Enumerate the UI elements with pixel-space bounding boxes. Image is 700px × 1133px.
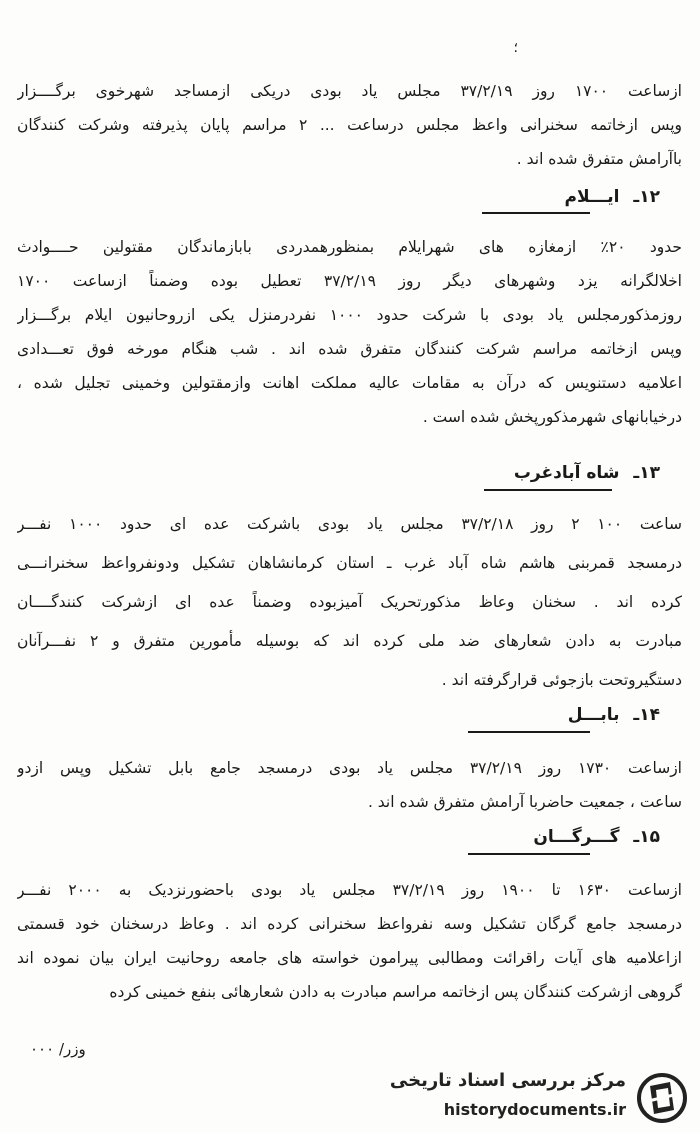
section-heading-babol [568,705,660,725]
body-line: اعلامیه دستنویس که درآن به مقامات عالیه مملکت اهانت وازمقتولین وخمینی تجلیل شده ، [17,374,682,392]
body-line: ازساعت ۱۶۳۰ تا ۱۹۰۰ روز ۳۷/۲/۱۹ مجلس یاد بودی باحضورنزدیک به ۲۰۰۰ نفـــر [17,881,682,899]
body-line: ازاعلامیه های آیات راقرائت ومطالبی پیرامون خواسته های جامعه روحانیت ایران بیان نموده اند [17,949,682,967]
body-line: درمسجد جامع گرگان تشکیل وسه نفرواعظ سخنرانی کرده اند . وعاظ درسخنان خود قسمتی [17,915,682,933]
section-heading-shahabad [514,463,660,483]
body-line: گروهی ازشرکت کنندگان پس ازخاتمه مراسم مبادرت به دادن شعارهائی بنفع خمینی کرده [109,983,682,1001]
section-number: ۱۴ـ [633,705,660,725]
watermark [389,1068,696,1128]
body-line: کرده اند . سخنان وعاظ مذکورتحریک آمیزبوده وضمناً عده ای ازشرکت کنندگــــان [17,593,682,611]
body-line: مبادرت به دادن شعارهای ضد ملی کرده اند که بوسیله مأمورین متفرق و ۲ نفـــرآنان [17,632,682,650]
heading-underline [468,853,590,855]
body-line: ساعت ۱۰۰ ۲ روز ۳۷/۲/۱۸ مجلس یاد بودی باشرکت عده ای حدود ۱۰۰۰ نفـــر [17,515,682,533]
body-line: درخیابانهای شهرمذکورپخش شده است . [422,408,682,426]
watermark-title: مرکز بررسی اسناد تاریخی [389,1070,626,1091]
section-heading-ilam [564,187,660,207]
body-line: اخلالگرانه یزد وشهرهای دیگر روز ۳۷/۲/۱۹ تعطیل بوده وضمناً ازساعت ۱۷۰۰ [17,272,682,290]
body-line: ساعت ، جمعیت حاضربا آرامش متفرق شده اند . [367,793,682,811]
watermark-url: historydocuments.ir [443,1100,626,1119]
section-title: بابـــل [567,705,620,725]
heading-underline [468,731,590,733]
body-line: دستگیروتحت بازجوئی قرارگرفته اند . [441,671,682,689]
heading-underline [482,212,590,214]
body-line: ازساعت ۱۷۰۰ روز ۳۷/۲/۱۹ مجلس یاد بودی دریکی ازمساجد شهرخوی برگــــزار [17,82,682,100]
section-title: گـــرگـــان [533,827,620,847]
footer-reference: وزر/ ۰۰۰ [30,1040,86,1058]
body-line: روزمذکورمجلس یاد بودی با شرکت حدود ۱۰۰۰ نفردرمنزل یکی ازروحانیون ایلام برگـــزار [17,306,682,324]
heading-underline [484,489,612,491]
body-line: درمسجد قمربنی هاشم شاه آباد غرب ـ استان کرمانشاهان تشکیل ودونفرواعظ سخنرانـــی [17,554,682,572]
section-heading-gorgan [533,827,660,847]
body-line: ازساعت ۱۷۳۰ روز ۳۷/۲/۱۹ مجلس یاد بودی درمسجد جامع بابل تشکیل وپس ازدو [17,759,682,777]
body-line: وپس ازخاتمه مراسم شرکت کنندگان متفرق شده اند . شب هنگام مورخه فوق تعـــدادی [17,340,682,358]
stray-mark: ؛ [513,40,518,56]
section-number: ۱۲ـ [633,187,660,207]
body-line: باآرامش متفرق شده اند . [516,150,682,168]
section-title: شاه آبادغرب [513,463,620,483]
archive-logo-icon [634,1072,690,1124]
section-number: ۱۵ـ [633,827,660,847]
section-title: ایـــلام [564,187,620,207]
body-line: حدود ۲۰٪ ازمغازه های شهرایلام بمنظورهمدردی بابازماندگان مقتولین حــــوادث [17,238,682,256]
section-number: ۱۳ـ [633,463,660,483]
body-line: وپس ازخاتمه سخنرانی واعظ مجلس درساعت ... ۲ مراسم پایان پذیرفته وشرکت کنندگان [17,116,682,134]
